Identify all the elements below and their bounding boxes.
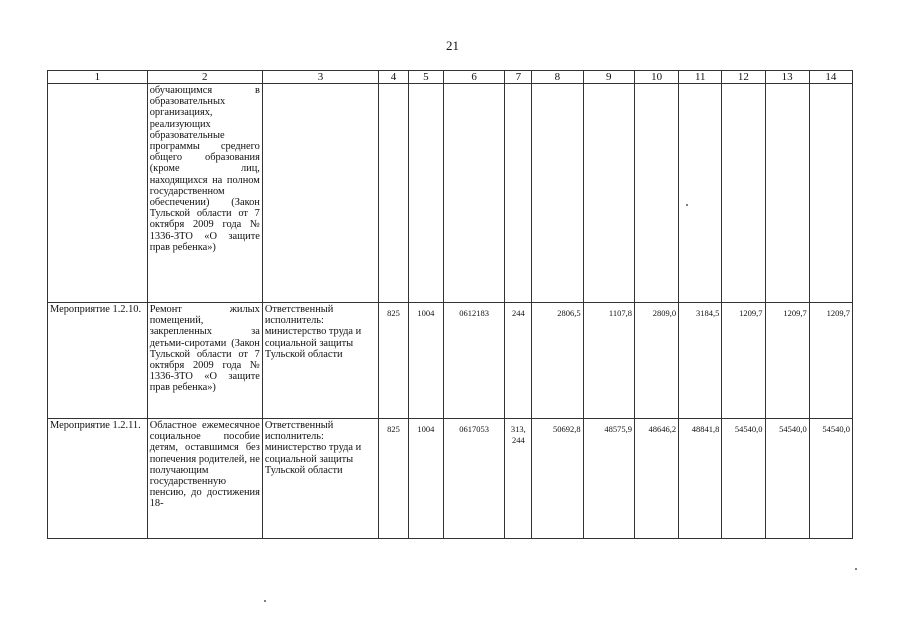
header-row <box>48 71 853 84</box>
amount-cell: 2809,0 <box>634 303 678 419</box>
grbs-code: 825 <box>379 303 409 419</box>
amount-cell: 1209,7 <box>765 303 809 419</box>
table-cell <box>722 84 765 303</box>
amount-cell: 1107,8 <box>583 303 634 419</box>
amount-cell: 48646,2 <box>634 419 678 539</box>
table-row <box>48 419 853 539</box>
table-cell <box>408 84 443 303</box>
target-article-code: 0617053 <box>443 419 505 539</box>
amount-cell: 54540,0 <box>809 419 852 539</box>
target-article-code: 0612183 <box>443 303 505 419</box>
responsible-executor: Ответственный исполнитель: министерство труда и социальной защиты Тульской области <box>262 419 378 539</box>
table-cell <box>765 84 809 303</box>
measure-code: Мероприятие 1.2.11. <box>48 419 148 539</box>
measure-description: Областное ежемесячное социальное пособие детям, оставшимся без попечения родителей, не получающим государственную пенсию, до достижения 18- <box>147 419 262 539</box>
header-cell: 5 <box>408 71 443 84</box>
scan-speck <box>686 204 688 206</box>
amount-cell: 48841,8 <box>679 419 722 539</box>
grbs-code: 825 <box>379 419 409 539</box>
header-cell: 3 <box>262 71 378 84</box>
page-number: 21 <box>446 38 459 53</box>
expense-type-code: 313, 244 <box>505 419 532 539</box>
header-cell: 2 <box>147 71 262 84</box>
table-cell <box>809 84 852 303</box>
budget-table <box>47 70 853 539</box>
expense-type-code: 244 <box>505 303 532 419</box>
header-cell: 1 <box>48 71 148 84</box>
amount-cell: 50692,8 <box>532 419 583 539</box>
header-cell: 14 <box>809 71 852 84</box>
table-cell <box>443 84 505 303</box>
table-cell <box>679 84 722 303</box>
responsible-executor: Ответственный исполнитель: министерство труда и социальной защиты Тульской области <box>262 303 378 419</box>
section-code: 1004 <box>408 419 443 539</box>
amount-cell: 3184,5 <box>679 303 722 419</box>
amount-cell: 1209,7 <box>809 303 852 419</box>
table-cell <box>505 84 532 303</box>
measure-description: Ремонт жилых помещений, закрепленных за детьми-сиротами (Закон Тульской области от 7 октября 2009 года № 1336-ЗТО «О защите прав ребенка») <box>147 303 262 419</box>
header-cell: 13 <box>765 71 809 84</box>
header-cell: 10 <box>634 71 678 84</box>
header-cell: 8 <box>532 71 583 84</box>
table-row <box>48 303 853 419</box>
header-cell: 4 <box>379 71 409 84</box>
header-cell: 9 <box>583 71 634 84</box>
table-row <box>48 84 853 303</box>
amount-cell: 48575,9 <box>583 419 634 539</box>
header-cell: 7 <box>505 71 532 84</box>
amount-cell: 1209,7 <box>722 303 765 419</box>
measure-code: Мероприятие 1.2.10. <box>48 303 148 419</box>
section-code: 1004 <box>408 303 443 419</box>
table-cell <box>48 84 148 303</box>
measure-description: обучающимся в образовательных организациях, реализующих образовательные программы среднего общего образования (кроме лиц, находящихся на полном государственном обеспечении) (Закон Тульской области от 7 октября 2009 года № 1336-ЗТО «О защите прав ребенка») <box>147 84 262 303</box>
scan-speck <box>855 568 857 570</box>
header-cell: 12 <box>722 71 765 84</box>
table-cell <box>379 84 409 303</box>
table-cell <box>583 84 634 303</box>
scan-speck <box>264 600 266 602</box>
amount-cell: 2806,5 <box>532 303 583 419</box>
table-cell <box>634 84 678 303</box>
header-cell: 11 <box>679 71 722 84</box>
header-cell: 6 <box>443 71 505 84</box>
table-cell <box>532 84 583 303</box>
table-cell <box>262 84 378 303</box>
amount-cell: 54540,0 <box>722 419 765 539</box>
amount-cell: 54540,0 <box>765 419 809 539</box>
